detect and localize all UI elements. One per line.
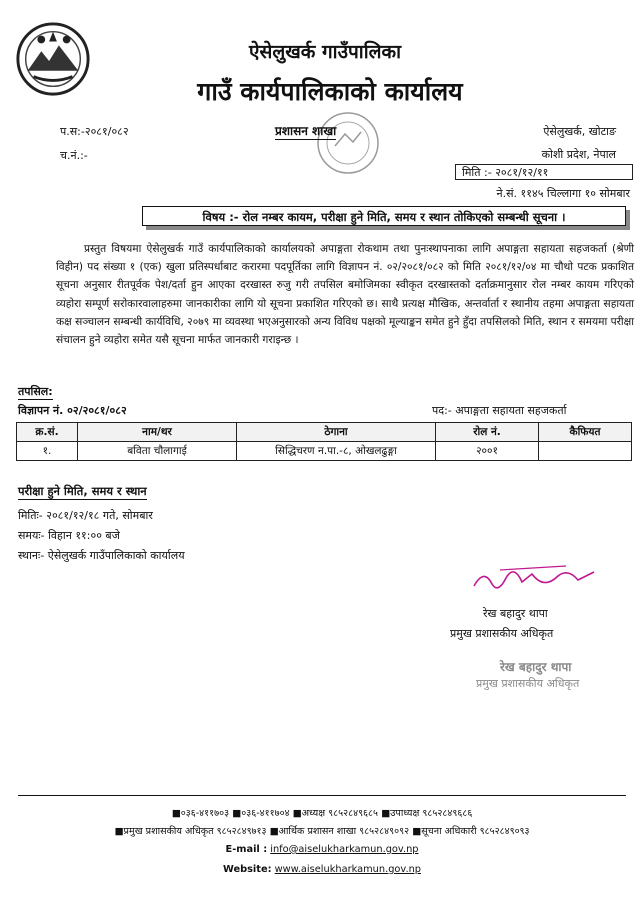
section-name: प्रशासन शाखा <box>275 124 337 138</box>
footer-website-row <box>0 864 644 875</box>
issue-date: मिति :- २०८१/१२/११ <box>455 164 633 180</box>
table-header-row <box>17 423 632 442</box>
address-line-2: कोशी प्रदेश, नेपाल <box>541 148 616 161</box>
signatory-designation: प्रमुख प्रशासकीय अधिकृत <box>450 627 554 640</box>
subject-line: विषय :- रोल नम्बर कायम, परीक्षा हुने मिति, समय र स्थान तोकिएको सम्बन्धी सूचना । <box>142 206 626 226</box>
exam-date: मितिः- २०८१/१२/१८ गते, सोमबार <box>18 509 153 522</box>
footer-divider <box>18 795 626 796</box>
details-label: तपसिल: <box>18 385 53 398</box>
cell-serial: १. <box>17 442 78 461</box>
seal-name: रेख बहादुर थापा <box>500 660 572 674</box>
office-stamp-icon <box>315 110 381 176</box>
cell-remarks <box>539 442 632 461</box>
footer-email-row <box>0 844 644 855</box>
nepal-samvat-date: ने.सं. ११४५ चिल्लागा १० सोमबार <box>496 187 630 200</box>
cell-address: सिद्धिचरण न.पा.-८, ओखलढुङ्गा <box>237 442 436 461</box>
cell-name: बविता चौलागाई <box>78 442 237 461</box>
footer-contacts-1: ■०३६-४११७०३ ■०३६-४११७०४ ■अध्यक्ष ९८५२८४९६८५ ■उपाध्यक्ष ९८५२८४९६८६ <box>171 808 473 819</box>
post-title: पद:- अपाङ्गता सहायता सहजकर्ता <box>432 404 567 417</box>
website-label: Website: <box>222 864 272 875</box>
table-row <box>17 442 632 461</box>
cell-roll-no: २००१ <box>436 442 539 461</box>
address-line-1: ऐसेलुखर्क, खोटाङ <box>543 125 616 138</box>
exam-time: समयः- विहान ११:०० बजे <box>18 529 120 542</box>
col-address: ठेगाना <box>237 423 436 442</box>
col-name: नाम/थर <box>78 423 237 442</box>
footer-contacts-2: ■प्रमुख प्रशासकीय अधिकृत ९८५२८४९७१३ ■आर्थिक प्रशासन शाखा ९८५२८४९०९२ ■सूचना अधिकारी ९८५२८४९०९३ <box>114 826 530 837</box>
government-emblem-icon <box>14 20 92 98</box>
signature-icon <box>470 560 600 596</box>
signatory-name: रेख बहादुर थापा <box>483 607 548 620</box>
col-roll-no: रोल नं. <box>436 423 539 442</box>
office-name: गाउँ कार्यपालिकाको कार्यालय <box>197 77 463 106</box>
seal-designation: प्रमुख प्रशासकीय अधिकृत <box>476 677 580 690</box>
email-link[interactable]: info@aiselukharkamun.gov.np <box>270 844 419 855</box>
reference-number: प.स:-२०८१/०८२ <box>60 125 129 138</box>
col-remarks: कैफियत <box>539 423 632 442</box>
dispatch-number: च.नं.:- <box>60 149 88 162</box>
email-label: E-mail : <box>225 844 268 855</box>
website-link[interactable]: www.aiselukharkamun.gov.np <box>274 864 421 875</box>
roll-number-table <box>16 422 632 461</box>
exam-section-title: परीक्षा हुने मिति, समय र स्थान <box>18 484 147 498</box>
notice-body: प्रस्तुत विषयमा ऐसेलुखर्क गाउँ कार्यपालिकाको कार्यालयको अपाङ्गता रोकथाम तथा पुनःस्थापनाका लागि अपाङ्गता सहायता सहजकर्ता (श्रेणी विहीन) पद संख्या १ (एक) खुला प्रतिस्पर्धाबाट करारमा पदपूर्तिका लागि विज्ञापन नं. ०२/२०८१/०८२ को मिति २०८१/१२/०४ मा चौथो पटक प्रकाशित सूचना अनुसार रीतपूर्वक पेश/दर्ता हुन आएका दरखास्त रुजु गरी तपसिल बमोजिमका स्वीकृत दरखास्तको दर्ताक्रमानुसार रोल नम्बर कायम गरिएको व्यहोरा सम्पूर्ण सरोकारवालाहरुमा जानकारीका लागि यो सूचना प्रकाशित गरिएको छ। साथै प्रत्यक्ष मौखिक, अन्तर्वार्ता र स्थानीय तहमा अपाङ्गता सहायता कक्ष सञ्चालन सम्बन्धी कार्यविधि, २०७९ मा व्यवस्था भएअनुसारको अन्य विविध पक्षको मूल्याङ्कन समेत हुने हुँदा तपसिलको मिति, स्थान र समयमा परीक्षा संचालन हुने व्यहोरा समेत यसै सूचना मार्फत जानकारी गराइन्छ । <box>56 243 635 347</box>
advertisement-number: विज्ञापन नं. ०२/२०८१/०८२ <box>18 404 127 417</box>
exam-place: स्थानः- ऐसेलुखर्क गाउँपालिकाको कार्यालय <box>18 549 185 562</box>
col-serial: क्र.सं. <box>17 423 78 442</box>
org-name: ऐसेलुखर्क गाउँपालिका <box>248 41 402 63</box>
